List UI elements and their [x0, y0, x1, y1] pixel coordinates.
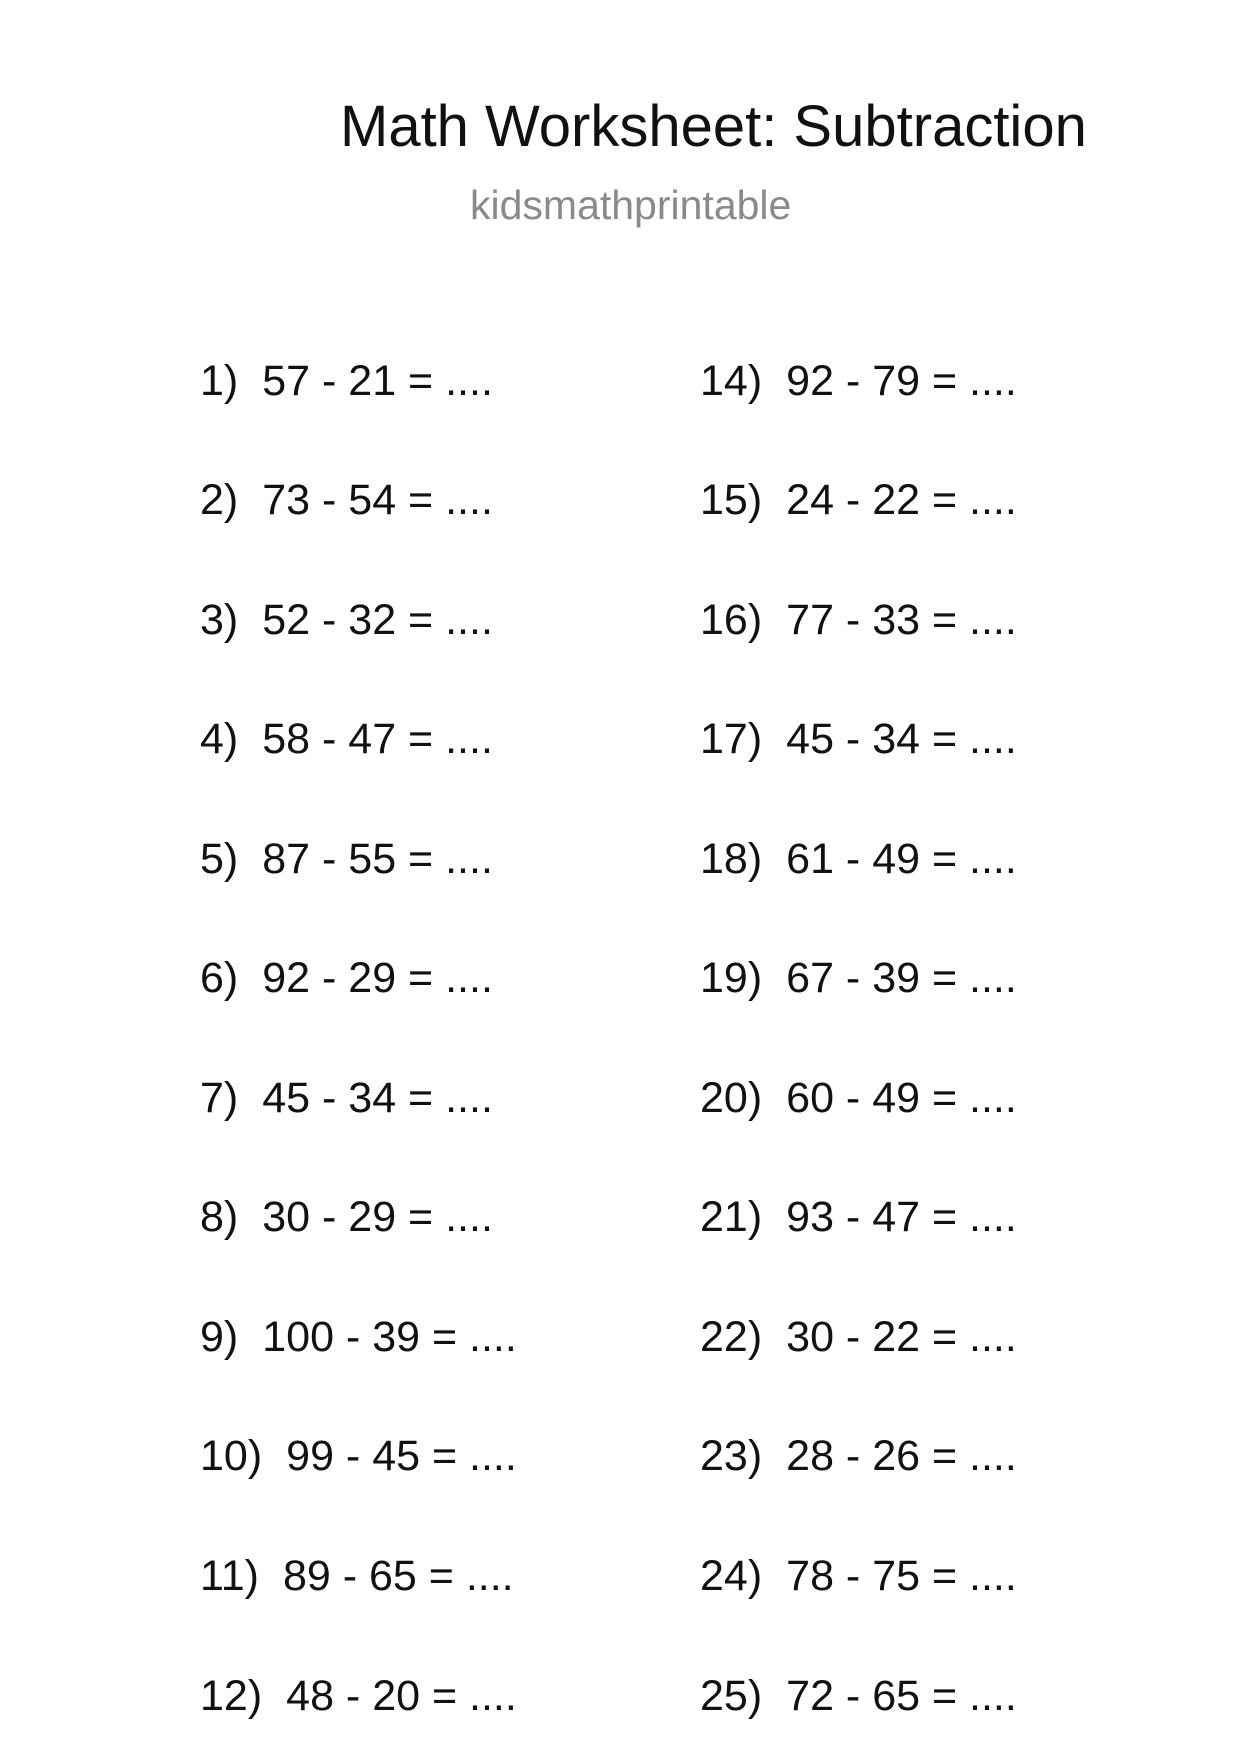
problem-expression: 78 - 75 = .... [786, 1552, 1017, 1600]
problem-number: 19) [700, 954, 763, 1002]
problem-7 [200, 1074, 493, 1122]
problem-9 [200, 1313, 517, 1361]
problem-19 [700, 954, 1017, 1002]
problem-expression: 92 - 79 = .... [786, 357, 1017, 405]
problem-number: 2) [200, 476, 239, 524]
problem-expression: 28 - 26 = .... [786, 1432, 1017, 1480]
problem-21 [700, 1193, 1017, 1241]
problem-expression: 24 - 22 = .... [786, 476, 1017, 524]
problem-number: 20) [700, 1074, 763, 1122]
worksheet-title: Math Worksheet: Subtraction [340, 94, 1087, 159]
problem-expression: 45 - 34 = .... [786, 715, 1017, 763]
problem-expression: 87 - 55 = .... [262, 835, 493, 883]
problem-expression: 67 - 39 = .... [786, 954, 1017, 1002]
problem-number: 12) [200, 1672, 263, 1720]
problem-number: 4) [200, 715, 239, 763]
problem-expression: 99 - 45 = .... [286, 1432, 517, 1480]
problem-23 [700, 1432, 1017, 1480]
worksheet-source: kidsmathprintable [470, 182, 792, 228]
problem-4 [200, 715, 493, 763]
problem-number: 21) [700, 1193, 763, 1241]
problem-expression: 60 - 49 = .... [786, 1074, 1017, 1122]
problem-25 [700, 1672, 1017, 1720]
problem-number: 14) [700, 357, 763, 405]
problem-expression: 77 - 33 = .... [786, 596, 1017, 644]
problem-16 [700, 596, 1017, 644]
problem-number: 10) [200, 1432, 263, 1480]
problem-expression: 57 - 21 = .... [262, 357, 493, 405]
problem-number: 11) [200, 1552, 259, 1600]
problem-expression: 93 - 47 = .... [786, 1193, 1017, 1241]
problem-number: 24) [700, 1552, 763, 1600]
problem-expression: 48 - 20 = .... [286, 1672, 517, 1720]
problem-14 [700, 357, 1017, 405]
problem-expression: 89 - 65 = .... [282, 1552, 514, 1600]
problem-expression: 30 - 22 = .... [786, 1313, 1017, 1361]
problem-number: 9) [200, 1313, 239, 1361]
problem-number: 1) [200, 357, 239, 405]
problem-12 [200, 1672, 517, 1720]
problem-number: 8) [200, 1193, 239, 1241]
problem-1 [200, 357, 493, 405]
problem-15 [700, 476, 1017, 524]
problem-24 [700, 1552, 1017, 1600]
problem-number: 18) [700, 835, 763, 883]
problem-expression: 92 - 29 = .... [262, 954, 493, 1002]
problem-number: 6) [200, 954, 239, 1002]
problem-expression: 61 - 49 = .... [786, 835, 1017, 883]
problem-expression: 73 - 54 = .... [262, 476, 493, 524]
problem-5 [200, 835, 493, 883]
problem-8 [200, 1193, 493, 1241]
problem-expression: 100 - 39 = .... [262, 1313, 517, 1361]
problem-number: 25) [700, 1672, 763, 1720]
problem-expression: 52 - 32 = .... [262, 596, 493, 644]
problem-number: 5) [200, 835, 239, 883]
problem-expression: 72 - 65 = .... [786, 1672, 1017, 1720]
problem-number: 22) [700, 1313, 763, 1361]
problem-expression: 58 - 47 = .... [262, 715, 493, 763]
problem-number: 23) [700, 1432, 763, 1480]
problem-expression: 45 - 34 = .... [262, 1074, 493, 1122]
problem-number: 15) [700, 476, 763, 524]
problem-number: 7) [200, 1074, 239, 1122]
problem-10 [200, 1432, 517, 1480]
problem-22 [700, 1313, 1017, 1361]
problem-6 [200, 954, 493, 1002]
problem-20 [700, 1074, 1017, 1122]
problem-expression: 30 - 29 = .... [262, 1193, 493, 1241]
problem-17 [700, 715, 1017, 763]
problem-18 [700, 835, 1017, 883]
problem-number: 17) [700, 715, 763, 763]
problem-number: 16) [700, 596, 763, 644]
problem-2 [200, 476, 493, 524]
problem-number: 3) [200, 596, 239, 644]
problem-3 [200, 596, 493, 644]
problem-11 [200, 1552, 514, 1600]
